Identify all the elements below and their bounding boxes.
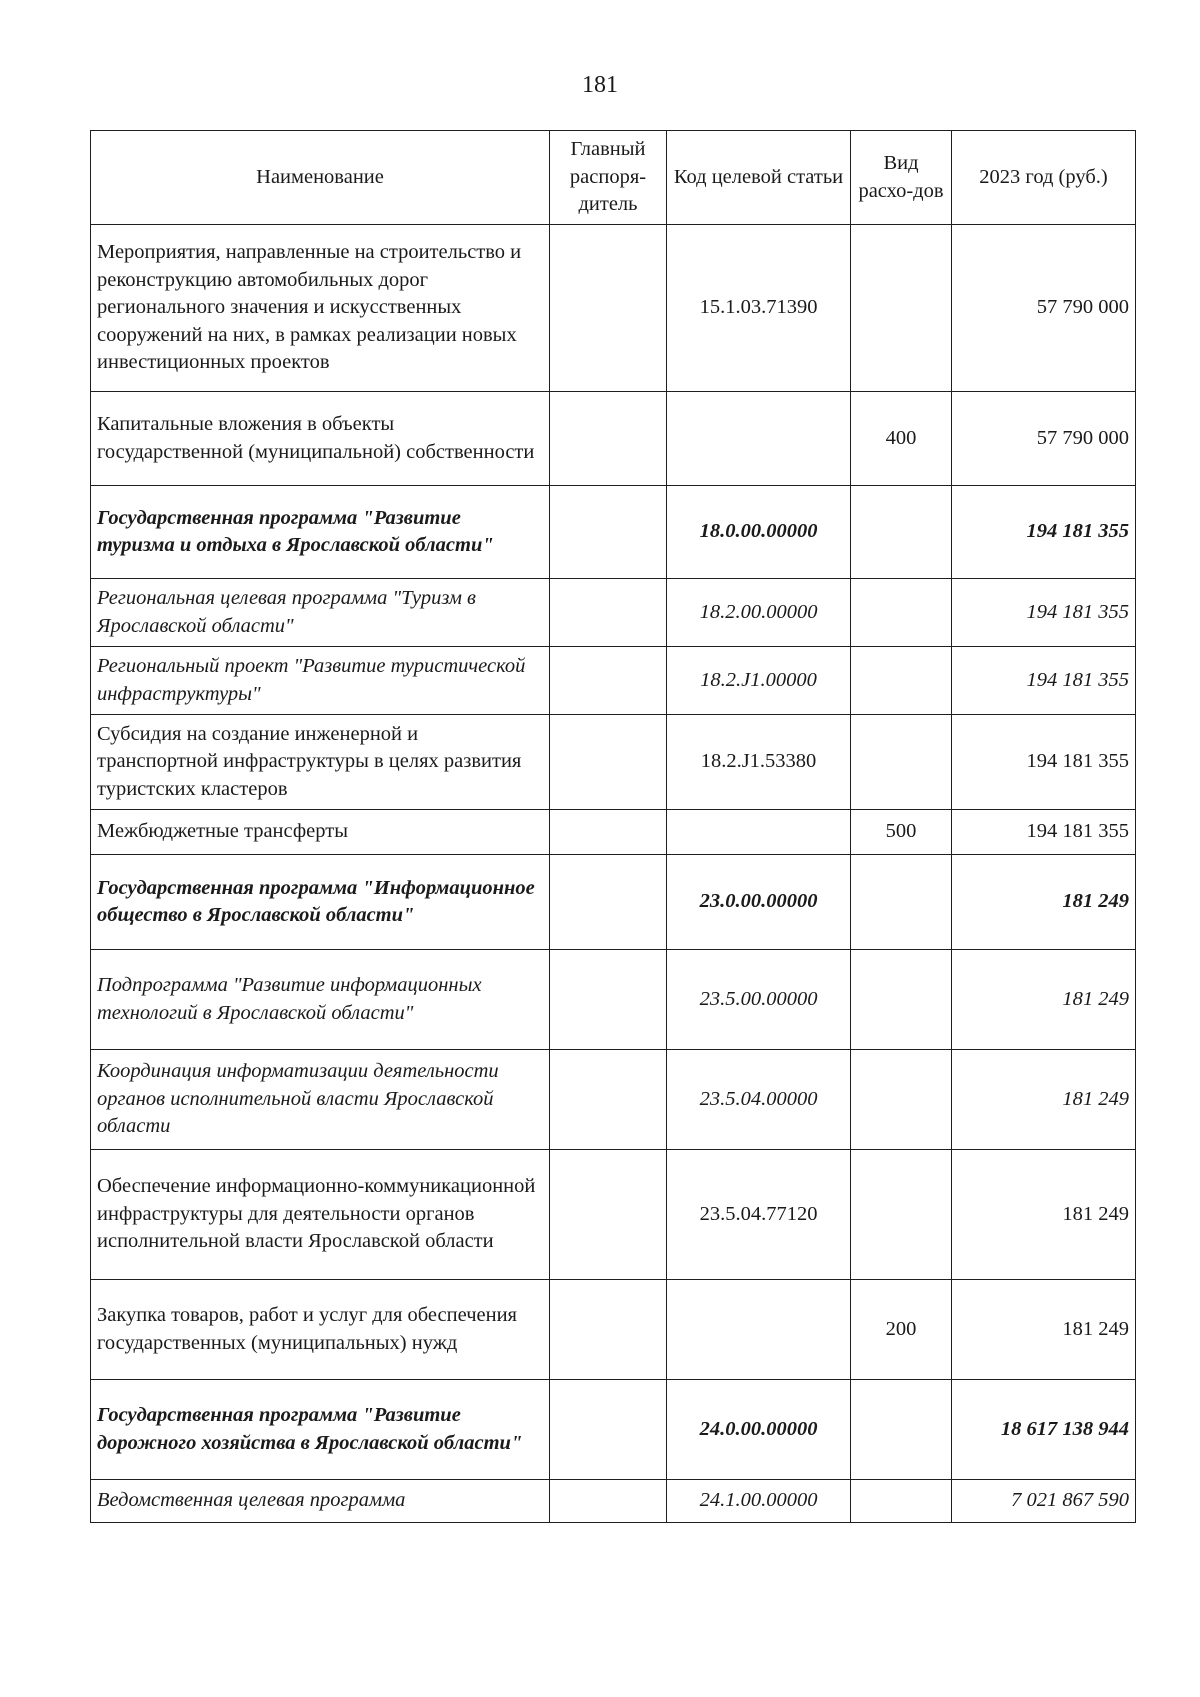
page-number: 181: [582, 72, 618, 98]
row-type: [851, 225, 952, 392]
row-amount: 194 181 355: [952, 579, 1136, 647]
row-amount: 181 249: [952, 1050, 1136, 1150]
row-type: [851, 486, 952, 579]
table-row: [91, 392, 1136, 486]
table-row: [91, 950, 1136, 1050]
table-row: [91, 1380, 1136, 1480]
table-row: [91, 486, 1136, 579]
table-row: [91, 1150, 1136, 1280]
row-name: Субсидия на создание инженерной и транспортной инфраструктуры в целях развития туристских кластеров: [91, 715, 550, 810]
table-row: [91, 1050, 1136, 1150]
row-admin: [550, 1050, 667, 1150]
row-code: 23.5.04.77120: [667, 1150, 851, 1280]
row-admin: [550, 715, 667, 810]
row-code: [667, 1280, 851, 1380]
row-code: [667, 810, 851, 855]
row-admin: [550, 810, 667, 855]
table-header: [91, 131, 1136, 225]
row-amount: 181 249: [952, 1150, 1136, 1280]
row-type: [851, 1380, 952, 1480]
row-code: 18.2.J1.00000: [667, 647, 851, 715]
row-admin: [550, 225, 667, 392]
row-name: Мероприятия, направленные на строительство и реконструкцию автомобильных дорог регионального значения и искусственных сооружений на них, в рамках реализации новых инвестиционных проектов: [91, 225, 550, 392]
row-code: 24.0.00.00000: [667, 1380, 851, 1480]
row-name: Государственная программа "Информационное общество в Ярославской области": [91, 855, 550, 950]
row-type: 200: [851, 1280, 952, 1380]
row-name: Подпрограмма "Развитие информационных технологий в Ярославской области": [91, 950, 550, 1050]
row-name: Обеспечение информационно-коммуникационной инфраструктуры для деятельности органов исполнительной власти Ярославской области: [91, 1150, 550, 1280]
table-body: [91, 225, 1136, 1523]
row-type: [851, 855, 952, 950]
row-admin: [550, 647, 667, 715]
row-name: Государственная программа "Развитие дорожного хозяйства в Ярославской области": [91, 1380, 550, 1480]
row-name: Закупка товаров, работ и услуг для обеспечения государственных (муниципальных) нужд: [91, 1280, 550, 1380]
row-code: 23.0.00.00000: [667, 855, 851, 950]
header-amount: 2023 год (руб.): [952, 131, 1136, 225]
row-amount: 181 249: [952, 950, 1136, 1050]
row-admin: [550, 1150, 667, 1280]
header-admin: Главный распоря-дитель: [550, 131, 667, 225]
row-name: Ведомственная целевая программа: [91, 1480, 550, 1523]
table-row: [91, 225, 1136, 392]
table-row: [91, 715, 1136, 810]
row-type: [851, 950, 952, 1050]
row-type: 400: [851, 392, 952, 486]
row-amount: 194 181 355: [952, 810, 1136, 855]
header-type: Вид расхо-дов: [851, 131, 952, 225]
table-row: [91, 647, 1136, 715]
row-code: 23.5.04.00000: [667, 1050, 851, 1150]
row-amount: 181 249: [952, 855, 1136, 950]
row-amount: 194 181 355: [952, 486, 1136, 579]
row-admin: [550, 579, 667, 647]
row-amount: 194 181 355: [952, 715, 1136, 810]
row-code: [667, 392, 851, 486]
row-code: 15.1.03.71390: [667, 225, 851, 392]
row-type: [851, 715, 952, 810]
row-type: [851, 1480, 952, 1523]
row-amount: 57 790 000: [952, 392, 1136, 486]
row-admin: [550, 950, 667, 1050]
row-code: 18.2.00.00000: [667, 579, 851, 647]
row-type: [851, 1050, 952, 1150]
row-amount: 18 617 138 944: [952, 1380, 1136, 1480]
row-amount: 181 249: [952, 1280, 1136, 1380]
header-code: Код целевой статьи: [667, 131, 851, 225]
row-type: [851, 1150, 952, 1280]
row-admin: [550, 855, 667, 950]
row-name: Координация информатизации деятельности органов исполнительной власти Ярославской области: [91, 1050, 550, 1150]
row-admin: [550, 1480, 667, 1523]
row-admin: [550, 1280, 667, 1380]
table-row: [91, 1480, 1136, 1523]
row-code: 18.2.J1.53380: [667, 715, 851, 810]
row-type: [851, 647, 952, 715]
row-name: Государственная программа "Развитие туризма и отдыха в Ярославской области": [91, 486, 550, 579]
row-name: Региональный проект "Развитие туристической инфраструктуры": [91, 647, 550, 715]
table-row: [91, 855, 1136, 950]
row-admin: [550, 392, 667, 486]
budget-table: [90, 130, 1136, 1523]
row-name: Межбюджетные трансферты: [91, 810, 550, 855]
row-admin: [550, 486, 667, 579]
header-name: Наименование: [91, 131, 550, 225]
row-amount: 57 790 000: [952, 225, 1136, 392]
row-amount: 194 181 355: [952, 647, 1136, 715]
row-name: Капитальные вложения в объекты государственной (муниципальной) собственности: [91, 392, 550, 486]
row-code: 18.0.00.00000: [667, 486, 851, 579]
table-row: [91, 810, 1136, 855]
table-row: [91, 579, 1136, 647]
row-code: 24.1.00.00000: [667, 1480, 851, 1523]
row-code: 23.5.00.00000: [667, 950, 851, 1050]
row-name: Региональная целевая программа "Туризм в Ярославской области": [91, 579, 550, 647]
row-admin: [550, 1380, 667, 1480]
row-type: [851, 579, 952, 647]
row-amount: 7 021 867 590: [952, 1480, 1136, 1523]
table-row: [91, 1280, 1136, 1380]
row-type: 500: [851, 810, 952, 855]
